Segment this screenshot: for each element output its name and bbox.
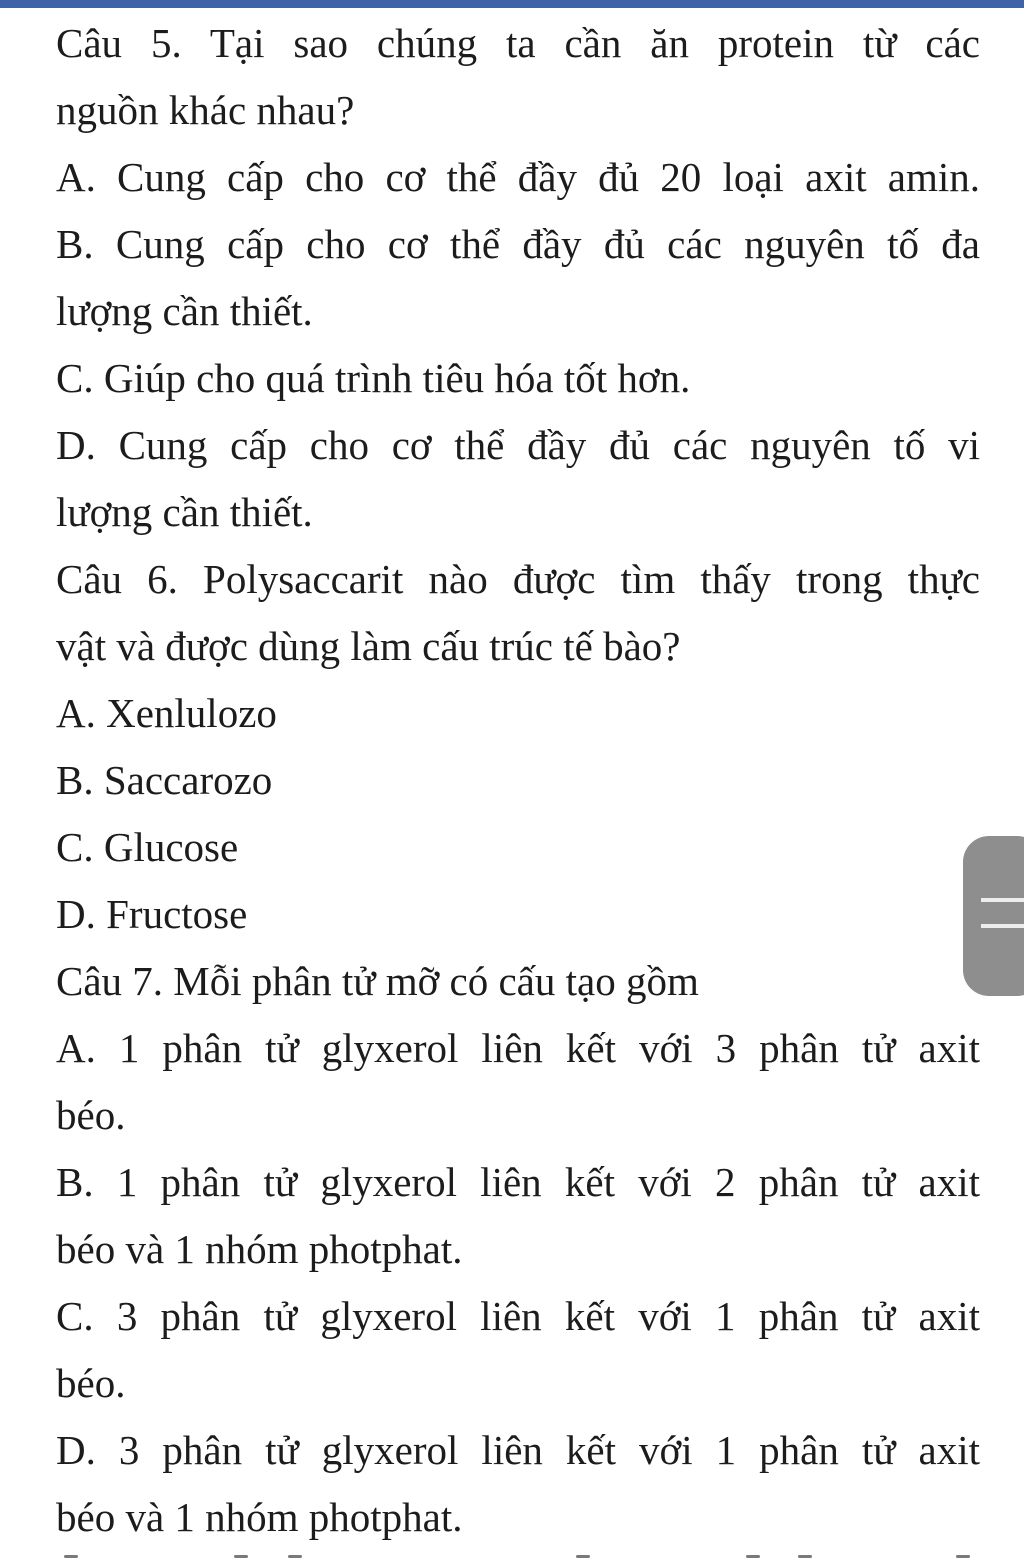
question-6-option-a: A. Xenlulozo (56, 690, 277, 736)
question-5-option-d-line-2: lượng cần thiết. (56, 489, 313, 535)
question-5-option-d-line-1: D. Cung cấp cho cơ thể đầy đủ các nguyên tố vi (56, 422, 980, 468)
question-5-option-c: C. Giúp cho quá trình tiêu hóa tốt hơn. (56, 355, 691, 401)
question-6-option-d: D. Fructose (56, 891, 248, 937)
question-7-title: Câu 7. Mỗi phân tử mỡ có cấu tạo gồm (56, 958, 699, 1004)
question-7-option-c-line-1: C. 3 phân tử glyxerol liên kết với 1 phân tử axit (56, 1293, 980, 1339)
question-6-option-b: B. Saccarozo (56, 757, 273, 803)
question-7-option-a-line-2: béo. (56, 1092, 126, 1138)
question-7-option-b-line-1: B. 1 phân tử glyxerol liên kết với 2 phân tử axit (56, 1159, 980, 1205)
question-7-option-d-line-1: D. 3 phân tử glyxerol liên kết với 1 phân tử axit (56, 1427, 980, 1473)
grip-line (981, 898, 1024, 902)
question-7-option-d-line-2: béo và 1 nhóm photphat. (56, 1494, 463, 1540)
grip-line (981, 924, 1024, 928)
question-document (56, 10, 980, 1551)
question-7-option-c-line-2: béo. (56, 1360, 126, 1406)
question-7-option-b-line-2: béo và 1 nhóm photphat. (56, 1226, 463, 1272)
top-accent-bar (0, 0, 1024, 8)
question-6-title-line-1: Câu 6. Polysaccarit nào được tìm thấy trong thực (56, 556, 980, 602)
question-6-title-line-2: vật và được dùng làm cấu trúc tế bào? (56, 623, 681, 669)
question-5-title-line-2: nguồn khác nhau? (56, 87, 355, 133)
question-7-option-a-line-1: A. 1 phân tử glyxerol liên kết với 3 phân tử axit (56, 1025, 980, 1071)
question-5-option-b-line-2: lượng cần thiết. (56, 288, 313, 334)
drag-handle-icon[interactable] (963, 836, 1024, 996)
question-5-option-b-line-1: B. Cung cấp cho cơ thể đầy đủ các nguyên tố đa (56, 221, 980, 267)
question-5-option-a: A. Cung cấp cho cơ thể đầy đủ 20 loại axit amin. (56, 154, 980, 200)
cropped-next-line (56, 1555, 980, 1568)
question-5-title-line-1: Câu 5. Tại sao chúng ta cần ăn protein từ các (56, 20, 980, 66)
question-6-option-c: C. Glucose (56, 824, 239, 870)
